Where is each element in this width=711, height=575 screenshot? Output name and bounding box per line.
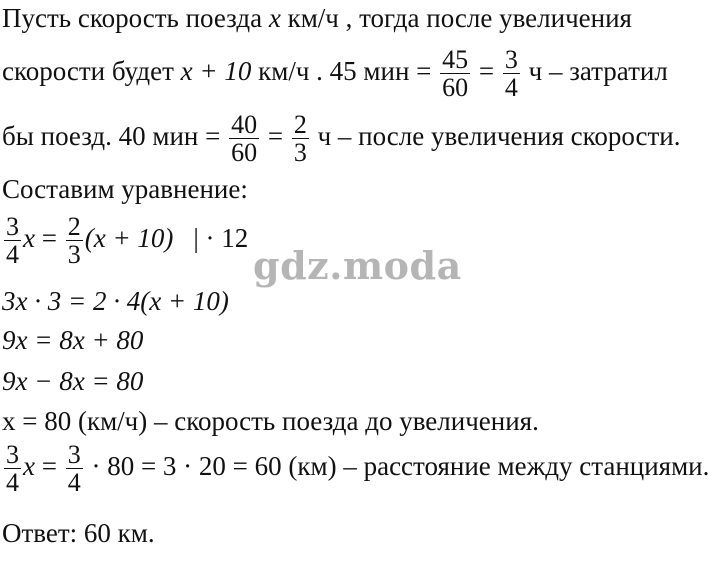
fraction xyxy=(503,46,520,102)
denominator: 60 xyxy=(231,138,258,168)
fraction xyxy=(292,111,309,167)
text: ч – после увеличения скорости. xyxy=(310,121,681,151)
numerator: 3 xyxy=(67,440,81,469)
numerator: 45 xyxy=(442,45,469,74)
numerator: 3 xyxy=(504,45,518,74)
denominator: 4 xyxy=(67,468,81,498)
fraction xyxy=(440,46,470,102)
equals: = xyxy=(34,223,64,253)
equals: = xyxy=(472,56,501,86)
var-x: x xyxy=(23,223,35,253)
denominator: 3 xyxy=(293,138,307,168)
line-2 xyxy=(2,46,668,102)
denominator: 60 xyxy=(442,73,469,103)
line-9: x = 80 (км/ч) – скорость поезда до увеличения. xyxy=(2,406,539,436)
expression: x + 10 xyxy=(180,56,252,86)
numerator: 3 xyxy=(6,440,19,469)
text: Пусть скорость поезда xyxy=(2,3,269,33)
multiplier: | · 12 xyxy=(193,223,249,253)
denominator: 4 xyxy=(6,240,19,270)
text: скорости будет xyxy=(2,56,181,86)
equals: = xyxy=(261,121,290,151)
var-x: x xyxy=(268,3,281,33)
numerator: 2 xyxy=(67,212,81,241)
denominator: 3 xyxy=(67,240,81,270)
numerator: 2 xyxy=(293,110,307,139)
line-11: Ответ: 60 км. xyxy=(2,518,155,548)
denominator: 4 xyxy=(504,73,518,103)
line-7: 9x = 8x + 80 xyxy=(2,325,144,355)
watermark: gdz.moda xyxy=(253,243,462,288)
line-4: Составим уравнение: xyxy=(2,174,248,204)
expression: (x + 10) xyxy=(84,223,174,253)
numerator: 3 xyxy=(6,212,19,241)
denominator: 4 xyxy=(6,468,19,498)
text: км/ч , тогда после увеличения xyxy=(280,3,632,33)
fraction xyxy=(4,213,21,269)
text: ч – затратил xyxy=(521,56,668,86)
line-3 xyxy=(2,111,681,167)
fraction xyxy=(229,111,259,167)
line-10 xyxy=(2,441,709,497)
fraction xyxy=(66,213,83,269)
fraction xyxy=(4,441,21,497)
line-1 xyxy=(2,5,632,32)
line-6: 3x · 3 = 2 · 4(x + 10) xyxy=(2,286,229,316)
var-x: x xyxy=(23,451,35,481)
text: · 80 = 3 · 20 = 60 (км) – расстояние между станциями. xyxy=(84,451,710,481)
line-5 xyxy=(2,213,248,269)
numerator: 40 xyxy=(231,110,258,139)
line-8: 9x − 8x = 80 xyxy=(2,366,144,396)
text: км/ч . 45 мин = xyxy=(251,56,439,86)
equals: = xyxy=(34,451,64,481)
fraction xyxy=(66,441,83,497)
text: бы поезд. 40 мин = xyxy=(2,121,228,151)
